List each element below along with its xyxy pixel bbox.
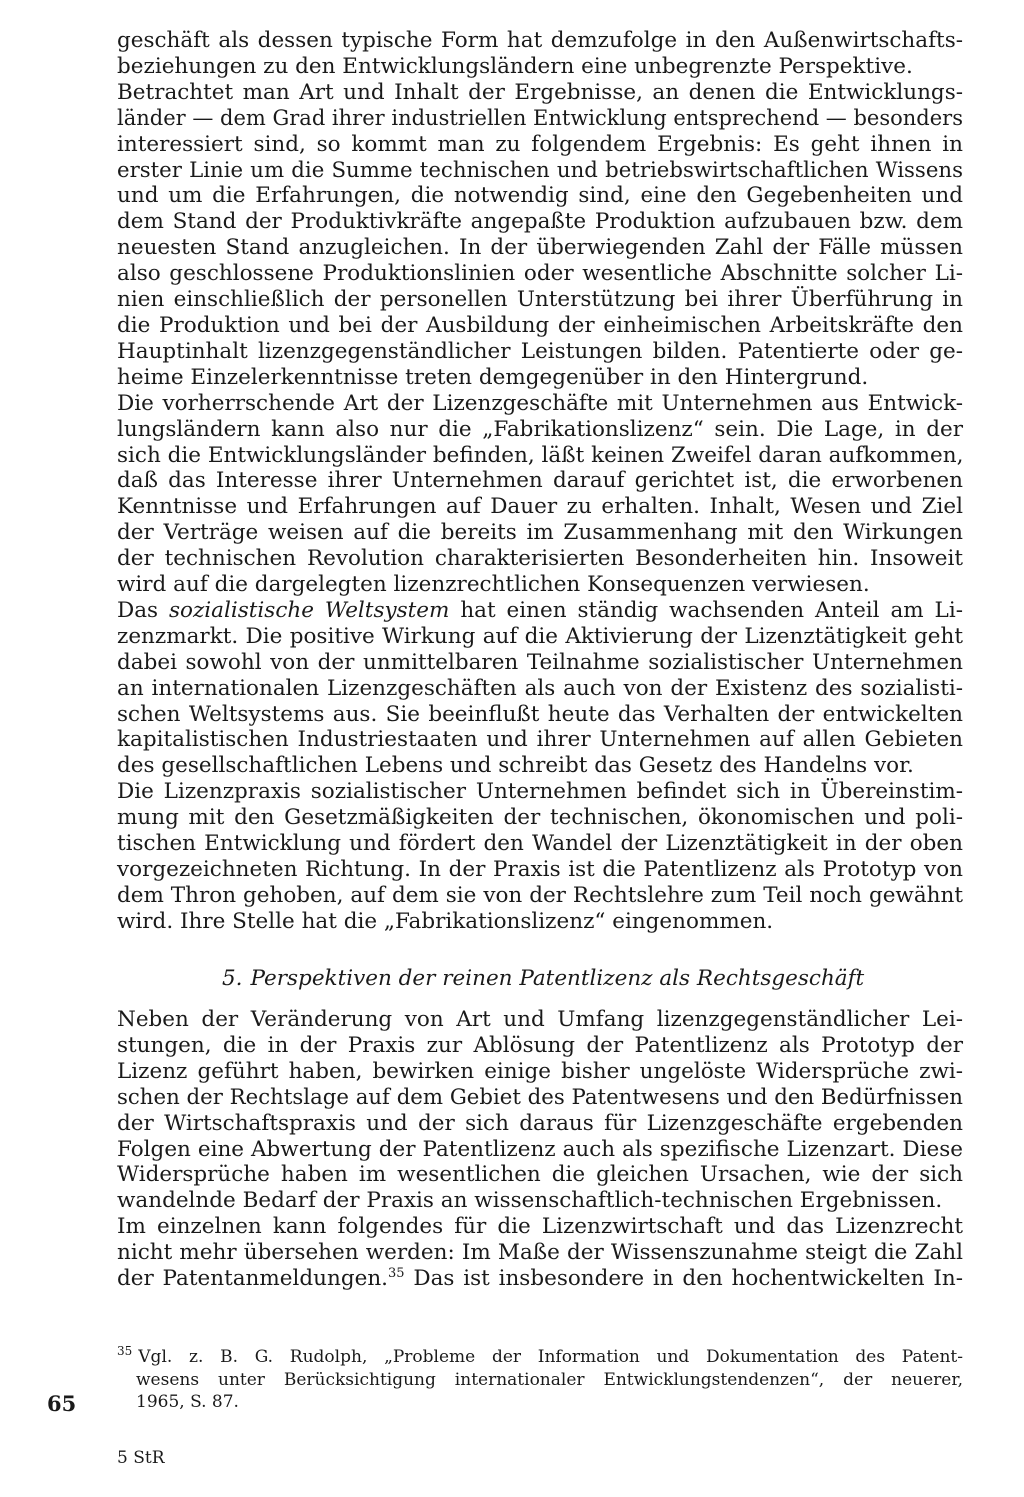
page-number: 65: [47, 1391, 77, 1416]
text-line: wird. Ihre Stelle hat die „Fabrikationslizenz“ eingenommen.: [117, 908, 774, 934]
footnote-line: 1965, S. 87.: [136, 1392, 239, 1412]
text-line: schen der Rechtslage auf dem Gebiet des Patentwesens und den Bedürfnissen: [117, 1084, 963, 1110]
text-line: stungen, die in der Praxis zur Ablösung der Patentlizenz als Prototyp der: [117, 1032, 963, 1058]
text-line: sich die Entwicklungsländer befinden, läßt keinen Zweifel daran aufkommen,: [117, 442, 964, 468]
text-line: vorgezeichneten Richtung. In der Praxis ist die Patentlizenz als Prototyp von: [117, 857, 963, 882]
text-line: schen Weltsystems aus. Sie beeinflußt heute das Verhalten der entwickelten: [117, 701, 963, 727]
text-line: heime Einzelerkenntnisse treten demgegenüber in den Hintergrund.: [117, 364, 869, 390]
text-line: neuesten Stand anzugleichen. In der überwiegenden Zahl der Fälle müssen: [117, 235, 963, 261]
text-line: tischen Entwicklung und fördert den Wandel der Lizenztätigkeit in der oben: [117, 831, 963, 857]
text-line: Lizenz geführt haben, bewirken einige bisher ungelöste Widersprüche zwi-: [117, 1058, 963, 1084]
text-line: und um die Erfahrungen, die notwendig sind, eine den Gegebenheiten und: [117, 183, 963, 209]
text-line: Betrachtet man Art und Inhalt der Ergebnisse, an denen die Entwicklungs-: [117, 79, 963, 105]
text-line: beziehungen zu den Entwicklungsländern eine unbegrenzte Perspektive.: [117, 53, 913, 79]
text-run: hat einen ständig wachsenden Anteil am Li-: [449, 597, 963, 623]
footnote-number: 35: [117, 1344, 133, 1359]
footnote: [117, 1346, 963, 1414]
text-line: der technischen Revolution charakterisierten Besonderheiten hin. Insoweit: [117, 546, 963, 572]
text-line: Im einzelnen kann folgendes für die Lizenzwirtschaft und das Lizenzrecht: [117, 1214, 963, 1240]
text-line: nicht mehr übersehen werden: Im Maße der Wissenszunahme steigt die Zahl: [117, 1240, 963, 1266]
section-heading: [222, 966, 864, 992]
text-line: [117, 1266, 963, 1292]
text-line: der Wirtschaftspraxis und der sich daraus für Lizenzgeschäfte ergebenden: [117, 1110, 963, 1136]
text-line: der Verträge weisen auf die bereits im Zusammenhang mit den Wirkungen: [117, 520, 963, 546]
text-line: Hauptinhalt lizenzgegenständlicher Leistungen bilden. Patentierte oder ge-: [117, 338, 963, 364]
text-line: dem Thron gehoben, auf dem sie von der Rechtslehre zum Teil noch gewähnt: [117, 882, 963, 908]
text-line: lungsländern kann also nur die „Fabrikationslizenz“ sein. Die Lage, in der: [117, 416, 963, 442]
text-line: erster Linie um die Summe technischen und betriebswirtschaftlichen Wissens: [117, 157, 963, 183]
footnote-marker: 35: [388, 1265, 405, 1281]
text-line: also geschlossene Produktionslinien oder wesentliche Abschnitte solcher Li-: [117, 261, 963, 287]
text-line: zenzmarkt. Die positive Wirkung auf die Aktivierung der Lizenztätigkeit geht: [117, 623, 963, 649]
text-line: wird auf die dargelegten lizenzrechtlichen Konsequenzen verwiesen.: [117, 572, 870, 598]
italic-term: sozialistische Weltsystem: [169, 597, 450, 623]
text-run: Vgl. z. B. G. Rudolph, „Probleme der Information und Dokumentation des Patent-: [138, 1347, 963, 1367]
section-number: 5.: [222, 966, 243, 991]
text-line: mung mit den Gesetzmäßigkeiten der technischen, ökonomischen und poli-: [117, 805, 963, 831]
text-line: daß das Interesse ihrer Unternehmen darauf gerichtet ist, die erworbenen: [117, 468, 963, 494]
text-line: die Produktion und bei der Ausbildung der einheimischen Arbeitskräfte den: [117, 312, 963, 338]
text-line: Widersprüche haben im wesentlichen die gleichen Ursachen, wie der sich: [117, 1162, 963, 1188]
print-signature: 5 StR: [117, 1448, 165, 1468]
text-line: Folgen eine Abwertung der Patentlizenz auch als spezifische Lizenzart. Diese: [117, 1136, 963, 1162]
text-line: an internationalen Lizenzgeschäften als auch von der Existenz des sozialisti-: [117, 675, 963, 701]
text-line: Neben der Veränderung von Art und Umfang lizenzgegenständlicher Lei-: [117, 1007, 963, 1032]
section-title: Perspektiven der reinen Patentlizenz als Rechtsgeschäft: [250, 966, 865, 991]
text-line: des gesellschaftlichen Lebens und schreibt das Gesetz des Handelns vor.: [117, 753, 914, 779]
body-text-top: [117, 28, 963, 935]
text-line: nien einschließlich der personellen Unterstützung bei ihrer Überführung in: [117, 287, 963, 313]
footnote-line: wesens unter Berücksichtigung internationaler Entwicklungstendenzen“, der neuerer,: [136, 1369, 963, 1390]
text-line: geschäft als dessen typische Form hat demzufolge in den Außenwirtschafts-: [117, 28, 963, 53]
text-line: kapitalistischen Industriestaaten und ihrer Unternehmen auf allen Gebieten: [117, 727, 963, 753]
body-text-bottom: [117, 1007, 963, 1292]
text-line: dem Stand der Produktivkräfte angepaßte Produktion aufzubauen bzw. dem: [117, 209, 963, 235]
text-line: interessiert sind, so kommt man zu folgendem Ergebnis: Es geht ihnen in: [117, 131, 963, 157]
text-line: Die Lizenzpraxis sozialistischer Unternehmen befindet sich in Übereinstim-: [117, 779, 963, 805]
text-line: dabei sowohl von der unmittelbaren Teilnahme sozialistischer Unternehmen: [117, 649, 963, 675]
text-line: Kenntnisse und Erfahrungen auf Dauer zu erhalten. Inhalt, Wesen und Ziel: [117, 494, 963, 520]
text-run: Das: [117, 597, 169, 623]
text-run: Das ist insbesondere in den hochentwickelten In-: [404, 1266, 964, 1292]
text-run: der Patentanmeldungen.: [117, 1266, 389, 1292]
text-line: länder — dem Grad ihrer industriellen Entwicklung entsprechend — besonders: [117, 105, 963, 130]
text-line: Die vorherrschende Art der Lizenzgeschäfte mit Unternehmen aus Entwick-: [117, 390, 963, 416]
footnote-line: [117, 1346, 963, 1369]
text-line: wandelnde Bedarf der Praxis an wissenschaftlich-technischen Ergebnissen.: [117, 1188, 943, 1214]
text-line: [117, 598, 963, 624]
